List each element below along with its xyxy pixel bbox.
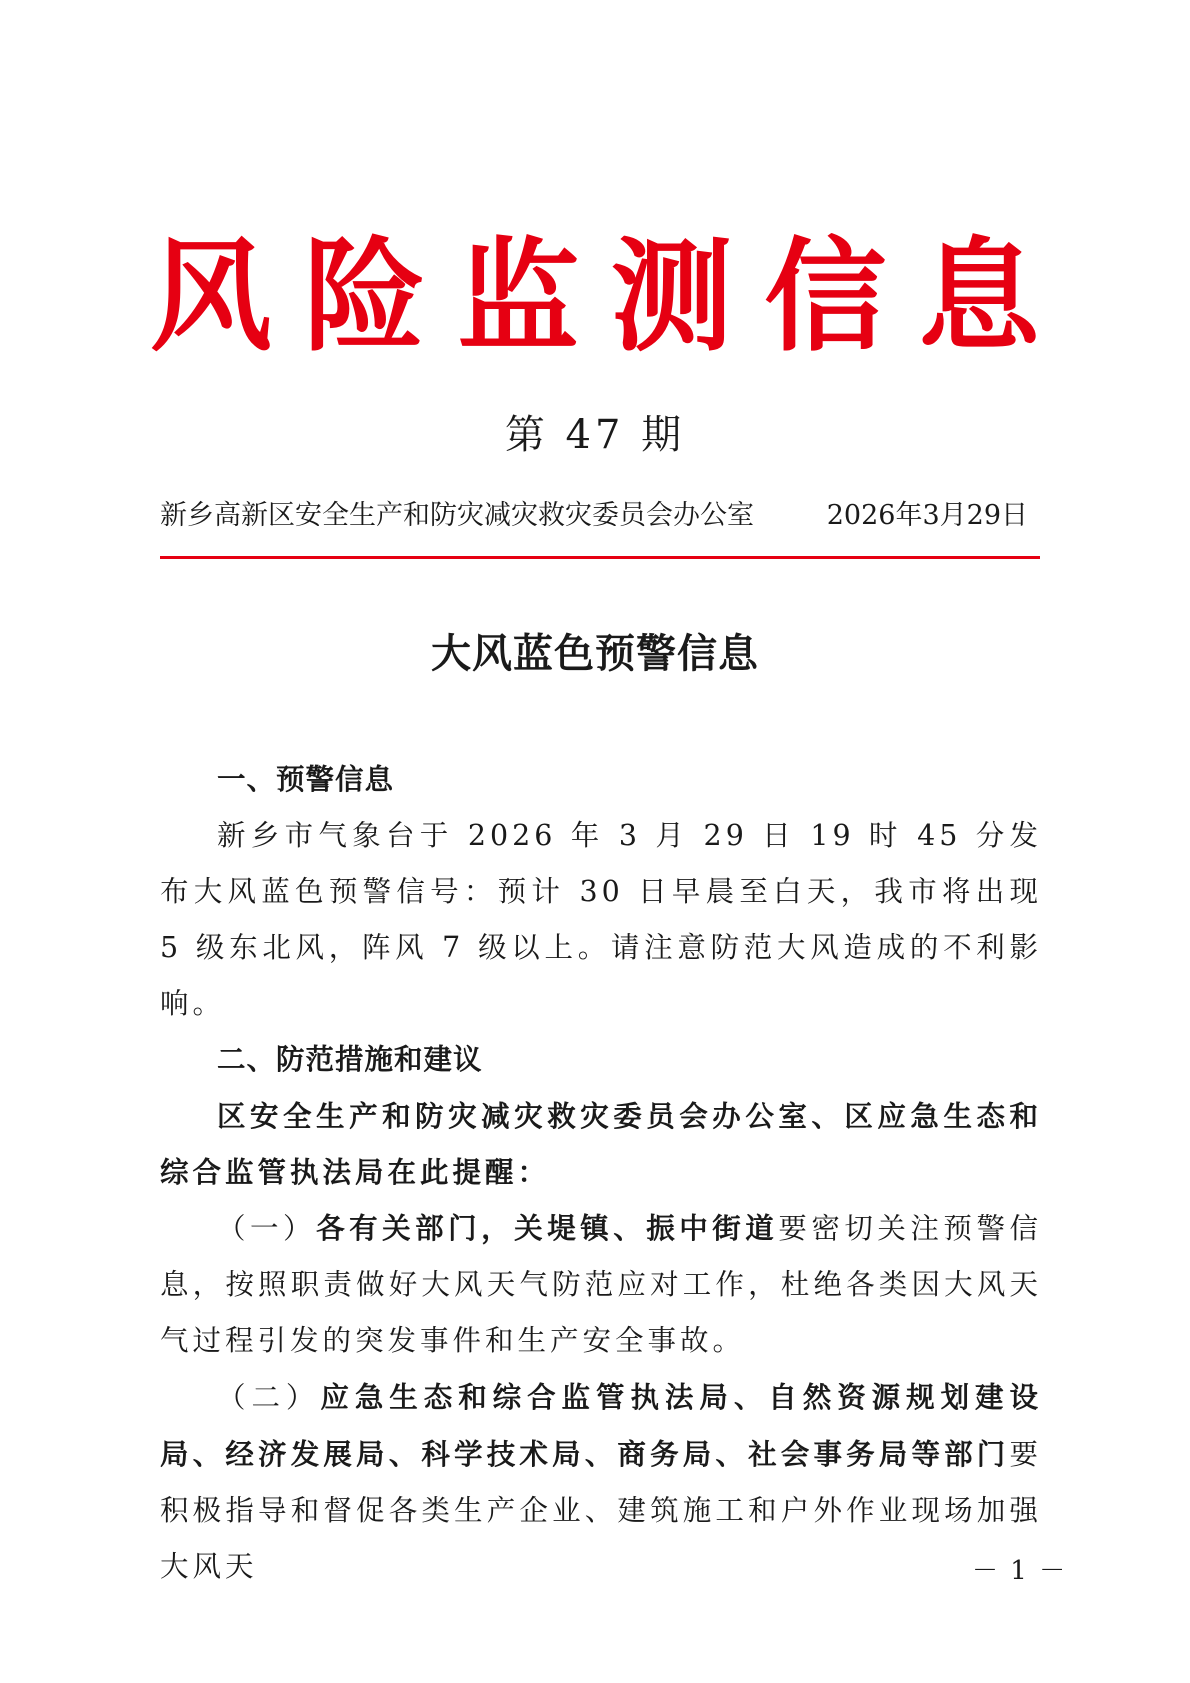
page-number: － 1 － xyxy=(972,1556,1068,1586)
paragraph xyxy=(160,1369,1042,1595)
masthead-char: 风 xyxy=(150,226,272,368)
item-text: 要密切关注预警信息，按照职责做好大风天气防范应对工作，杜绝各类因大风天气过程引发的突发事件和生产安全事故。 xyxy=(160,1212,1042,1357)
red-divider xyxy=(160,556,1040,559)
issuer-name: 新乡高新区安全生产和防灾减灾救灾委员会办公室 xyxy=(160,500,754,531)
document-title: 大风蓝色预警信息 xyxy=(431,630,759,677)
item-text: 要积极指导和督促各类生产企业、建筑施工和户外作业现场加强大风天 xyxy=(160,1438,1042,1583)
issue-date: 2026年3月29日 xyxy=(826,500,1028,531)
item-prefix: （二） xyxy=(217,1381,321,1414)
paragraph: 新乡市气象台于 2026 年 3 月 29 日 19 时 45 分发布大风蓝色预警信号：预计 30 日早晨至白天，我市将出现 5 级东北风，阵风 7 级以上。请注意防范大风造成的不利影响。 xyxy=(160,819,1042,1020)
section-heading: 二、防范措施和建议 xyxy=(217,1043,483,1076)
section-heading: 一、预警信息 xyxy=(217,763,395,796)
paragraph xyxy=(160,1200,1042,1369)
masthead-char: 监 xyxy=(457,226,580,368)
issue-number: 第 47 期 xyxy=(504,412,686,458)
masthead-title xyxy=(150,226,1040,368)
item-bold-text: 应急生态和综合监管执法局、自然资源规划建设局、经济发展局、科学技术局、商务局、社会事务局等部门 xyxy=(160,1380,1042,1471)
issuer-line xyxy=(160,498,1028,534)
item-bold-text: 各有关部门，关堤镇、振中街道 xyxy=(316,1211,779,1245)
item-prefix: （一） xyxy=(217,1212,317,1245)
masthead-char: 测 xyxy=(610,226,733,368)
masthead-char: 险 xyxy=(303,226,426,368)
document-body xyxy=(160,752,1042,1595)
paragraph: 区安全生产和防灾减灾救灾委员会办公室、区应急生态和综合监管执法局在此提醒： xyxy=(160,1099,1042,1189)
masthead-char: 息 xyxy=(917,226,1040,368)
masthead-char: 信 xyxy=(764,226,887,368)
